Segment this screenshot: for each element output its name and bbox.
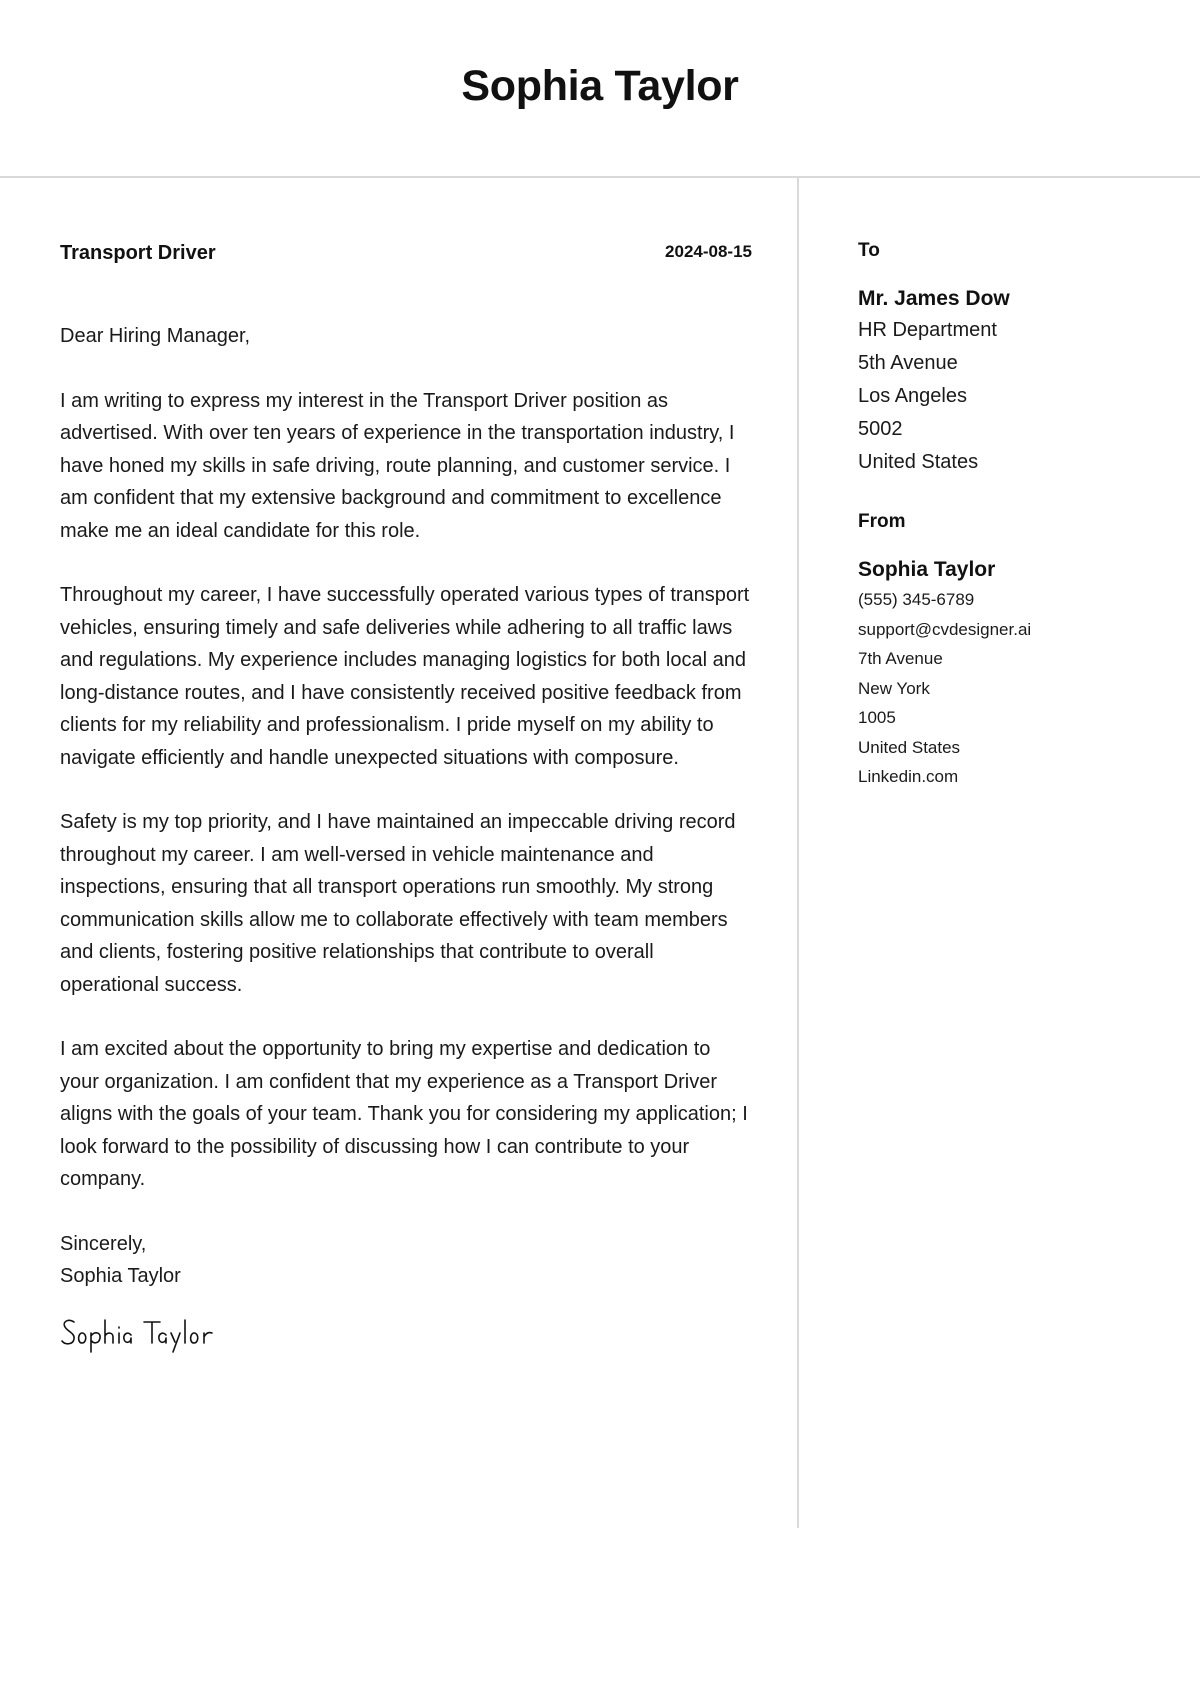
recipient-city: Los Angeles [858,385,967,407]
applicant-name-heading: Sophia Taylor [461,62,739,110]
sender-country: United States [858,737,961,757]
column-divider [797,178,799,1528]
recipient-name: Mr. James Dow [858,287,1010,310]
recipient-postal-code: 5002 [858,418,903,440]
address-column [858,240,1178,792]
recipient-street: 5th Avenue [858,352,958,374]
greeting: Dear Hiring Manager, [60,325,251,347]
closing-block [60,1228,752,1292]
paragraph-4: I am excited about the opportunity to bring my expertise and dedication to your organization. I am confident that my experience as a Transport Driver aligns with the goals of your team. Thank you for considering my application; I look forward to the possibility of discussing how I can contribute to your company. [60,1038,748,1190]
sender-postal-code: 1005 [858,708,896,727]
sender-phone: (555) 345-6789 [858,590,975,609]
signature [60,1312,240,1356]
recipient-department: HR Department [858,319,997,341]
letter-body [60,240,752,1356]
paragraph-3: Safety is my top priority, and I have maintained an impeccable driving record throughout my career. I am well-versed in vehicle maintenance and inspections, ensuring that all transport operations run smoothly. My strong communication skills allow me to collaborate effectively with team members and clients, fostering positive relationships that contribute to overall operational success. [60,811,736,996]
sender-street: 7th Avenue [858,649,943,668]
sender-name: Sophia Taylor [858,558,996,581]
sender-city: New York [858,678,930,698]
paragraph-1: I am writing to express my interest in the Transport Driver position as advertised. With over ten years of experience in the transportation industry, I have honed my skills in safe driving, route planning, and customer service. I am confident that my extensive background and commitment to excellence make me an ideal candidate for this role. [60,389,735,542]
paragraph-2: Throughout my career, I have successfully operated various types of transport vehicles, ensuring timely and safe deliveries while adhering to all traffic laws and regulations. My experience includes managing logistics for both local and long-distance routes, and I have consistently received positive feedback from clients for my reliability and professionalism. I pride myself on my ability to navigate efficiently and handle unexpected situations with composure. [60,584,750,769]
letter-date: 2024-08-15 [665,242,752,261]
sender-email: support@cvdesigner.ai [858,619,1032,639]
sender-website: Linkedin.com [858,767,959,786]
closing-name: Sophia Taylor [60,1264,181,1287]
to-label: To [858,240,880,261]
job-row [60,240,752,270]
header [0,0,1200,178]
recipient-country: United States [858,451,979,473]
job-title: Transport Driver [60,242,216,264]
from-label: From [858,511,906,532]
closing-phrase: Sincerely, [60,1232,147,1255]
